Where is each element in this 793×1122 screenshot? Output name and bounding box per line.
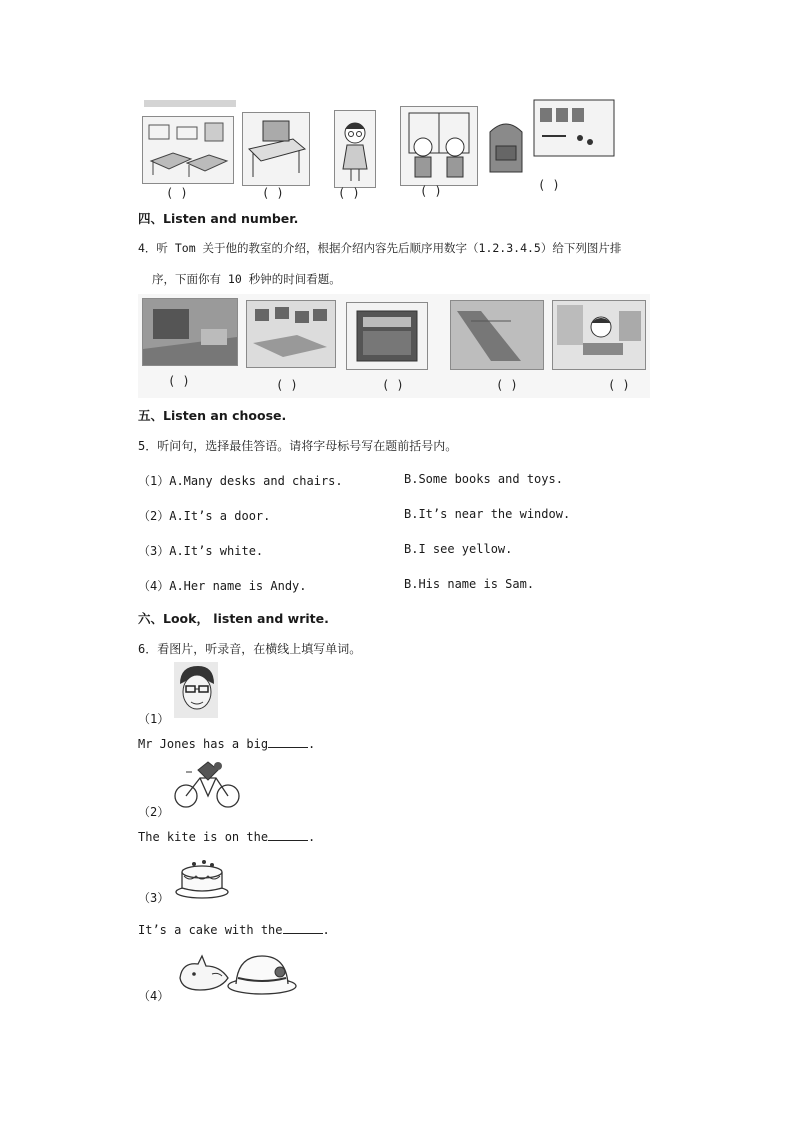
backpack-board-picture (484, 98, 618, 184)
answer-paren: ( ) (496, 378, 518, 392)
answer-paren: ( ) (262, 186, 284, 200)
item-6-1-sentence (138, 736, 315, 751)
sentence-tail: . (308, 830, 316, 844)
section-4-heading: 四、Listen and number. (138, 211, 299, 226)
question-5: 5．听问句，选择最佳答语。请将字母标号写在题前括号内。 (138, 439, 458, 453)
sentence-text: The kite is on the (138, 830, 269, 844)
classroom-picture (142, 116, 234, 184)
option-2b: B.It’s near the window. (404, 507, 571, 521)
option-4a: （4）A.Her name is Andy. (138, 579, 307, 593)
item-6-3-sentence (138, 922, 330, 937)
item-6-2-sentence (138, 829, 315, 844)
cat-hat-picture (172, 948, 300, 998)
top-picture-row (138, 98, 618, 198)
kite-bike-picture (172, 758, 244, 812)
answer-paren: ( ) (382, 378, 404, 392)
answer-paren: ( ) (420, 184, 442, 198)
option-4b: B.His name is Sam. (404, 577, 535, 591)
blackboard-picture (346, 302, 428, 370)
sentence-text: It’s a cake with the (138, 923, 283, 937)
sentence-tail: . (322, 923, 330, 937)
option-3a: （3）A.It’s white. (138, 544, 264, 558)
answer-paren: ( ) (166, 186, 188, 200)
classroom-pictures-row (138, 294, 650, 398)
wall-pictures-picture (246, 300, 336, 368)
stairs-picture (450, 300, 544, 370)
answer-blank[interactable] (283, 922, 323, 934)
answer-paren: ( ) (276, 378, 298, 392)
question-6: 6．看图片，听录音，在横线上填写单词。 (138, 642, 362, 656)
girl-picture (334, 110, 376, 188)
item-6-3-number: （3） (138, 891, 170, 905)
option-2a: （2）A.It’s a door. (138, 509, 271, 523)
answer-paren: ( ) (608, 378, 630, 392)
option-1a: （1）A.Many desks and chairs. (138, 474, 343, 488)
item-6-2-number: （2） (138, 805, 170, 819)
cake-picture (174, 854, 230, 900)
answer-paren: ( ) (538, 178, 560, 192)
option-3b: B.I see yellow. (404, 542, 513, 556)
answer-paren: ( ) (168, 374, 190, 388)
answer-paren: ( ) (338, 186, 360, 200)
computer-picture (242, 112, 310, 186)
question-4-line2: 序，下面你有 10 秒钟的时间看题。 (152, 272, 341, 286)
man-glasses-picture (174, 662, 218, 718)
item-6-1-number: （1） (138, 712, 170, 726)
section-6-heading: 六、Look， listen and write. (138, 611, 329, 626)
section-5-heading: 五、Listen an choose. (138, 408, 287, 423)
sentence-text: Mr Jones has a big (138, 737, 269, 751)
item-6-4-number: （4） (138, 989, 170, 1003)
scan-label-blur (144, 100, 236, 107)
answer-blank[interactable] (268, 829, 308, 841)
question-4-line1: 4．听 Tom 关于他的教室的介绍，根据介绍内容先后顺序用数字（1.2.3.4.5）给下列图片排 (138, 241, 622, 255)
kids-window-picture (400, 106, 478, 186)
boy-reading-picture (552, 300, 646, 370)
sentence-tail: . (308, 737, 316, 751)
option-1b: B.Some books and toys. (404, 472, 563, 486)
classroom-corner-picture (142, 298, 238, 366)
answer-blank[interactable] (268, 736, 308, 748)
